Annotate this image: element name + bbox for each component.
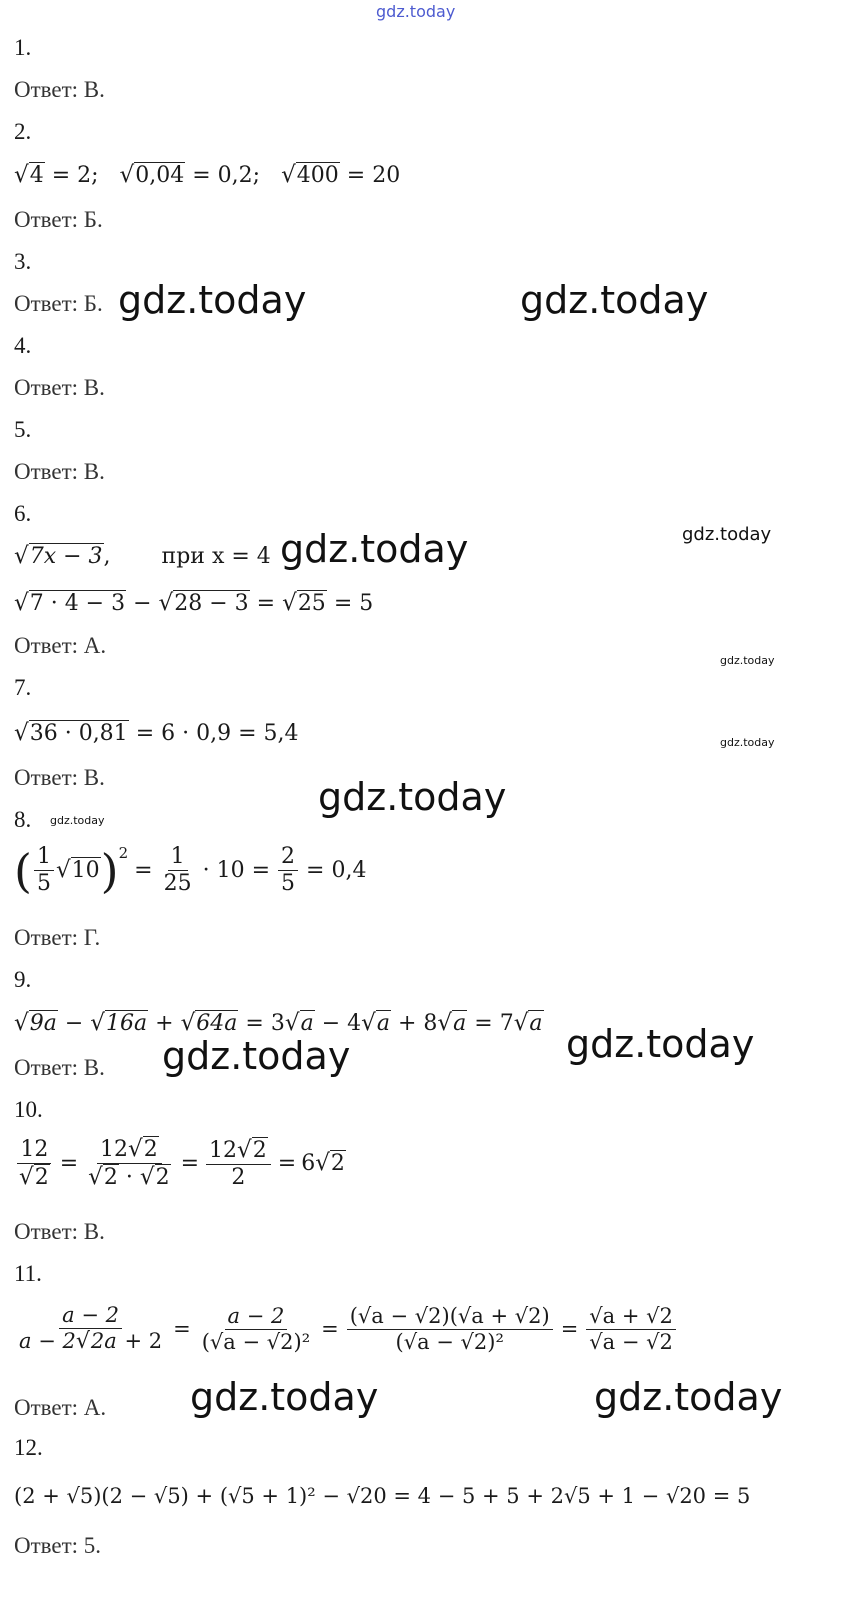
watermark: gdz.today <box>720 654 775 667</box>
task-6-radicand: 7x − 3 <box>29 544 103 569</box>
task-10-f1-num: 12 <box>17 1139 51 1164</box>
task-7-radicand: 36 · 0,81 <box>29 721 128 746</box>
task-7-answer: Ответ: В. <box>14 765 105 790</box>
task-6-expression: √7 · 4 − 3 − √28 − 3 = √25 = 5 <box>14 590 374 616</box>
task-8-frac3-den: 5 <box>281 871 296 896</box>
task-11-f1-den-b: + 2 <box>124 1329 163 1353</box>
task-8-middle: · 10 = <box>202 857 271 883</box>
task-6-radicand-3: 25 <box>297 591 326 616</box>
watermark: gdz.today <box>520 278 709 322</box>
watermark: gdz.today <box>118 278 307 322</box>
task-2-number: 2. <box>14 119 32 144</box>
task-9-expression: √9a − √16a + √64a = 3√a − 4√a + 8√a = 7√a <box>14 1010 543 1036</box>
task-11-eq2: = <box>321 1316 339 1341</box>
task-6-cond: при x = 4 <box>161 544 271 569</box>
task-11-f1-den-rad: 2a <box>90 1329 117 1353</box>
task-8-close-paren: ) <box>100 843 119 898</box>
task-3-answer: Ответ: Б. <box>14 291 103 316</box>
task-11-f2-num: a − 2 <box>225 1306 288 1330</box>
watermark: gdz.today <box>566 1022 755 1066</box>
task-11-eq1: = <box>173 1316 191 1341</box>
task-2-radicand-1: 4 <box>29 163 44 188</box>
watermark: gdz.today <box>594 1375 783 1419</box>
task-9-a-2: a <box>376 1011 390 1036</box>
task-8-frac2-den: 25 <box>163 871 192 896</box>
watermark: gdz.today <box>682 524 772 545</box>
task-9-radicand-1: 9a <box>29 1011 57 1036</box>
task-2-value-3: = 20 <box>346 163 401 188</box>
task-9-coef-1: 3 <box>270 1011 285 1036</box>
task-11-answer: Ответ: А. <box>14 1395 107 1420</box>
task-4-answer: Ответ: В. <box>14 375 105 400</box>
task-9-a-4: a <box>529 1011 543 1036</box>
task-9-op-3: = <box>245 1011 264 1036</box>
task-10-f1-den: 2 <box>34 1164 49 1190</box>
task-9-op-5: + <box>397 1011 417 1036</box>
task-9-a-3: a <box>453 1011 467 1036</box>
task-8-expression: ( $\frac{1}{5}$ √10 ) $^2$ = $\frac{1}{25}$ · 10 = $\frac{2}{5}$ = 0,4 <box>14 843 367 898</box>
task-12-number: 12. <box>14 1435 43 1460</box>
task-9-op-6: = <box>474 1011 493 1036</box>
task-9-radicand-3: 64a <box>196 1011 238 1036</box>
task-8-result: = 0,4 <box>306 857 367 883</box>
task-2-value-2: = 0,2; <box>192 163 261 188</box>
task-8-number: 8. <box>14 807 32 832</box>
task-11-eq3: = <box>560 1316 579 1341</box>
task-2-answer: Ответ: Б. <box>14 207 103 232</box>
task-9-a-1: a <box>300 1011 314 1036</box>
watermark: gdz.today <box>720 736 775 749</box>
task-10-f2-den-a: 2 <box>103 1165 118 1191</box>
task-2-expression: √4 = 2; √0,04 = 0,2; √400 = 20 <box>14 162 401 188</box>
task-8-radicand: 10 <box>71 857 100 883</box>
task-11-expression: $\frac{a - 2}{a - 2√2a + 2}$ = $\frac{a - 2}{\text{(√a − √2)²}}$ = $\frac{(√a - √2)(√a + √2)}{\text{(√a − √2)²}}$ = $\frac{√a + √2}{√a - √2}$ <box>14 1305 678 1353</box>
task-10-f3-num: 12 <box>209 1137 238 1163</box>
task-10-result-rad: 2 <box>330 1151 345 1177</box>
task-1-number: 1. <box>14 35 32 60</box>
task-12-expression: (2 + √5)(2 − √5) + (√5 + 1)² − √20 = 4 − 5 + 5 + 2√5 + 1 − √20 = 5 <box>14 1484 751 1508</box>
task-9-op-4: − <box>321 1011 341 1036</box>
task-3-number: 3. <box>14 249 32 274</box>
task-2-value-1: = 2; <box>51 163 99 188</box>
task-10-f2-num-rad: 2 <box>143 1137 158 1162</box>
task-10-f2-den-b: 2 <box>155 1165 170 1191</box>
task-11-f1-den-a: a − 2 <box>19 1329 76 1353</box>
task-6-radicand-2: 28 − 3 <box>174 591 249 616</box>
task-8-frac-den: 5 <box>36 871 51 896</box>
task-11-f1-num: a − 2 <box>59 1305 122 1329</box>
watermark: gdz.today <box>318 775 507 819</box>
task-11-f3-den: (√a − √2)² <box>395 1329 504 1354</box>
task-11-number: 11. <box>14 1261 42 1286</box>
task-12-answer: Ответ: 5. <box>14 1533 102 1558</box>
task-6-number: 6. <box>14 501 32 526</box>
task-6-radicand-1: 7 · 4 − 3 <box>29 591 126 616</box>
watermark: gdz.today <box>190 1375 379 1419</box>
task-9-op-1: − <box>64 1011 84 1036</box>
task-11-f4-den: √a − √2 <box>589 1329 673 1354</box>
task-8-frac-num: 1 <box>34 846 54 871</box>
task-8-frac3-num: 2 <box>278 846 298 871</box>
task-4-number: 4. <box>14 333 32 358</box>
task-10-f3-num-rad: 2 <box>252 1137 267 1163</box>
task-9-coef-4: 7 <box>499 1011 514 1036</box>
watermark: gdz.today <box>280 527 469 571</box>
task-7-result: = 6 · 0,9 = 5,4 <box>135 721 299 746</box>
task-9-op-2: + <box>155 1011 174 1036</box>
task-6-condition: √7x − 3, при x = 4 <box>14 543 271 569</box>
task-5-answer: Ответ: В. <box>14 459 105 484</box>
task-10-f2-num: 12 <box>100 1137 129 1162</box>
header-watermark: gdz.today <box>376 2 456 21</box>
task-8-power: 2 <box>118 844 129 862</box>
task-10-eq2: = <box>180 1150 200 1176</box>
task-9-answer: Ответ: В. <box>14 1055 105 1080</box>
task-8-frac2-num: 1 <box>168 846 188 871</box>
task-8-open-paren: ( <box>14 843 32 898</box>
task-5-number: 5. <box>14 417 32 442</box>
task-10-answer: Ответ: В. <box>14 1219 105 1244</box>
task-11-f3-num: (√a − √2)(√a + √2) <box>347 1306 553 1330</box>
task-10-expression: $\frac{12}{√2}$ = $\frac{12√2}{√2 \cdot √2}$ = $\frac{12√2}{2}$ = 6 √2 <box>19 1136 345 1191</box>
task-6-comma: , <box>103 544 111 569</box>
watermark: gdz.today <box>162 1034 351 1078</box>
task-6-result: = 5 <box>333 591 374 616</box>
task-11-f4-num: √a + √2 <box>586 1306 676 1330</box>
task-2-radicand-3: 400 <box>296 163 339 188</box>
task-6-answer: Ответ: А. <box>14 633 107 658</box>
task-9-coef-2: 4 <box>347 1011 362 1036</box>
task-10-dot: · <box>125 1165 133 1191</box>
watermark: gdz.today <box>50 814 105 827</box>
task-2-radicand-2: 0,04 <box>135 163 185 188</box>
task-10-eq3: = <box>277 1150 297 1176</box>
task-11-f2-den: (√a − √2)² <box>201 1329 311 1354</box>
task-10-result-coef: 6 <box>301 1150 316 1176</box>
task-9-radicand-2: 16a <box>106 1011 148 1036</box>
task-8-eq1: = <box>134 857 153 883</box>
task-10-f3-den: 2 <box>231 1164 246 1190</box>
task-10-eq1: = <box>59 1150 79 1176</box>
task-9-coef-3: 8 <box>423 1011 438 1036</box>
task-8-answer: Ответ: Г. <box>14 925 101 950</box>
task-1-answer: Ответ: В. <box>14 77 105 102</box>
task-9-number: 9. <box>14 967 32 992</box>
task-7-expression: √36 · 0,81 = 6 · 0,9 = 5,4 <box>14 720 299 746</box>
task-7-number: 7. <box>14 675 32 700</box>
task-10-number: 10. <box>14 1097 43 1122</box>
